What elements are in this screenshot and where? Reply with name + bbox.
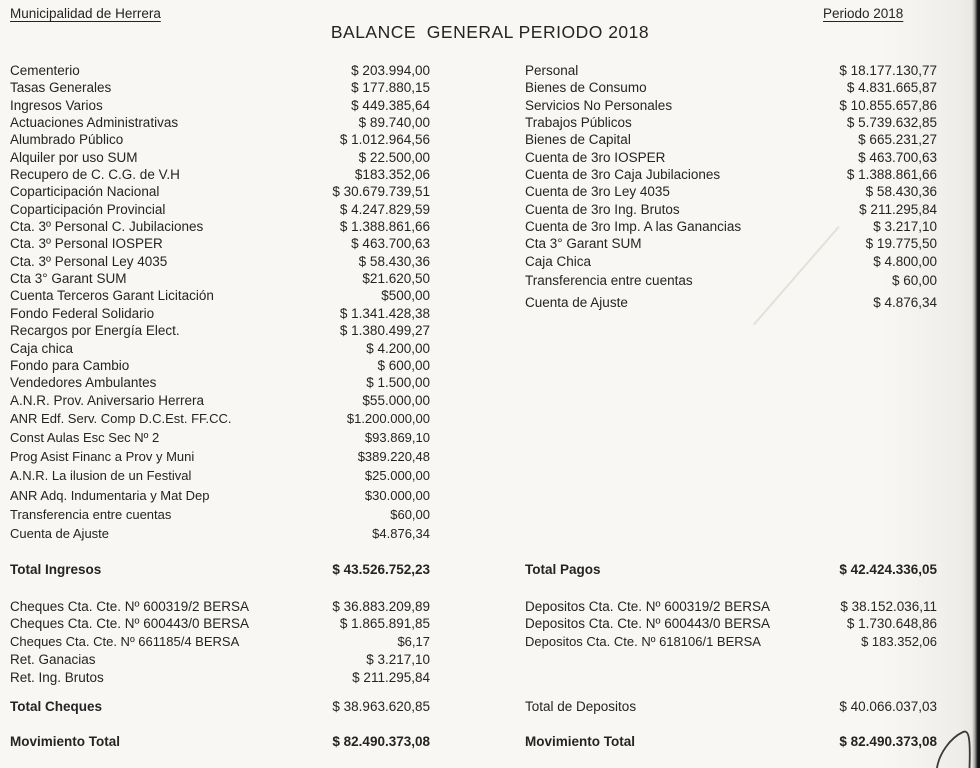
ledger-row <box>525 97 937 114</box>
ledger-row <box>10 428 430 447</box>
account-label: Recupero de C. C.G. de V.H <box>10 167 180 183</box>
account-value: $1.200.000,00 <box>346 410 430 426</box>
account-label: Cuenta de 3ro IOSPER <box>525 149 666 165</box>
account-label: Cheques Cta. Cte. Nº 600319/2 BERSA <box>10 599 250 614</box>
ledger-row <box>10 287 430 304</box>
account-value: $ 30.679.739,51 <box>332 184 430 200</box>
account-value: $ 211.295,84 <box>859 201 937 217</box>
total-ingresos-label: Total Ingresos <box>10 562 102 577</box>
org-name: Municipalidad de Herrera <box>10 6 161 21</box>
account-label: Caja Chica <box>525 253 592 269</box>
account-label: Transferencia entre cuentas <box>525 273 693 289</box>
movimiento-total-pagos-row <box>525 733 937 750</box>
ledger-row <box>10 322 430 339</box>
ledger-row <box>10 270 430 287</box>
ledger-row <box>10 447 430 466</box>
ledger-row <box>10 651 430 668</box>
account-label: Cta 3° Garant SUM <box>525 236 642 252</box>
account-value: $ 211.295,84 <box>352 669 430 685</box>
account-label: Cta. 3º Personal IOSPER <box>10 236 163 252</box>
account-value: $ 4.200,00 <box>366 340 430 356</box>
ledger-row <box>525 201 937 218</box>
ledger-row <box>10 357 430 374</box>
ledger-row <box>10 235 430 252</box>
ledger-row <box>10 97 430 114</box>
account-label: Prog Asist Financ a Prov y Muni <box>10 449 195 465</box>
account-value: $ 4.876,34 <box>873 295 937 311</box>
ledger-row <box>10 131 430 148</box>
total-depositos-value: $ 40.066.037,03 <box>839 699 937 714</box>
account-value: $25.000,00 <box>364 468 430 484</box>
account-label: A.N.R. La ilusion de un Festival <box>10 468 192 484</box>
movimiento-total-ingresos-row <box>10 733 430 750</box>
account-value: $ 60,00 <box>891 273 937 289</box>
ledger-row <box>10 62 430 79</box>
account-value: $ 10.855.657,86 <box>839 97 937 113</box>
page-title: BALANCE GENERAL PERIODO 2018 <box>330 22 650 42</box>
total-depositos-row <box>525 698 937 715</box>
account-value: $ 22.500,00 <box>358 149 430 165</box>
account-value: $ 38.152.036,11 <box>840 599 937 614</box>
account-value: $ 36.883.209,89 <box>332 599 430 614</box>
scan-edge-shadow <box>972 0 980 768</box>
ledger-row <box>10 340 430 357</box>
ledger-row <box>10 598 430 615</box>
account-value: $ 1.730.648,86 <box>846 616 937 632</box>
account-label: Alquiler por uso SUM <box>10 149 138 165</box>
ledger-row <box>10 166 430 183</box>
account-label: Coparticipación Nacional <box>10 184 160 200</box>
account-label: Cuenta de 3ro Ley 4035 <box>525 184 670 200</box>
account-label: Actuaciones Administrativas <box>10 115 179 131</box>
account-label: Ingresos Varios <box>10 97 103 113</box>
account-value: $21.620,50 <box>362 271 430 287</box>
ledger-row <box>10 392 430 409</box>
account-label: Coparticipación Provincial <box>10 201 166 217</box>
account-value: $ 18.177.130,77 <box>839 63 937 78</box>
account-label: Const Aulas Esc Sec Nº 2 <box>10 430 160 446</box>
account-value: $ 1.865.891,85 <box>339 616 430 632</box>
account-label: Servicios No Personales <box>525 97 673 113</box>
account-label: Fondo Federal Solidario <box>10 305 155 321</box>
ledger-row <box>525 292 937 314</box>
account-value: $ 4.247.829,59 <box>339 201 430 217</box>
depositos-list <box>525 598 937 651</box>
account-value: $ 449.385,64 <box>351 97 430 113</box>
account-value: $ 58.430,36 <box>358 253 430 269</box>
ledger-row <box>10 374 430 391</box>
account-value: $ 58.430,36 <box>865 184 937 200</box>
ledger-row <box>10 149 430 166</box>
ledger-row <box>525 598 937 615</box>
ledger-row <box>525 253 937 270</box>
ledger-row <box>10 466 430 485</box>
total-ingresos-row <box>10 561 430 578</box>
account-value: $4.876,34 <box>372 526 430 541</box>
cheques-list <box>10 598 430 686</box>
account-label: Depositos Cta. Cte. Nº 618106/1 BERSA <box>525 633 761 649</box>
movimiento-pagos-value: $ 82.490.373,08 <box>839 734 937 749</box>
total-cheques-value: $ 38.963.620,85 <box>332 699 430 714</box>
account-value: $ 1.500,00 <box>366 375 430 391</box>
ledger-row <box>10 114 430 131</box>
movimiento-ingresos-label: Movimiento Total <box>10 734 120 749</box>
ledger-row <box>10 305 430 322</box>
account-value: $ 4.831.665,87 <box>846 80 937 96</box>
account-value: $ 1.341.428,38 <box>339 305 430 321</box>
account-value: $55.000,00 <box>362 392 430 408</box>
account-label: Cheques Cta. Cte. Nº 600443/0 BERSA <box>10 616 250 632</box>
ledger-row <box>10 486 430 505</box>
account-value: $ 203.994,00 <box>351 63 430 78</box>
account-value: $ 1.388.861,66 <box>339 219 430 235</box>
account-value: $ 19.775,50 <box>865 236 937 252</box>
account-value: $ 3.217,10 <box>873 219 937 235</box>
ledger-row <box>10 633 430 652</box>
account-label: Depositos Cta. Cte. Nº 600443/0 BERSA <box>525 616 771 632</box>
account-value: $ 3.217,10 <box>366 652 430 668</box>
movimiento-pagos-label: Movimiento Total <box>525 734 635 749</box>
pagos-list <box>525 62 937 314</box>
account-label: Cta. 3º Personal Ley 4035 <box>10 253 168 269</box>
total-cheques-row <box>10 698 430 715</box>
account-label: Trabajos Públicos <box>525 115 632 131</box>
ledger-row <box>525 114 937 131</box>
account-value: $ 463.700,63 <box>858 149 937 165</box>
ledger-row <box>10 183 430 200</box>
account-value: $93.869,10 <box>364 430 430 446</box>
account-value: $500,00 <box>381 288 430 304</box>
ledger-row <box>525 183 937 200</box>
account-label: Ret. Ganacias <box>10 652 96 668</box>
total-ingresos-value: $ 43.526.752,23 <box>332 562 430 577</box>
account-value: $183.352,06 <box>354 167 430 183</box>
movimiento-ingresos-value: $ 82.490.373,08 <box>332 734 430 749</box>
account-label: Fondo para Cambio <box>10 357 130 373</box>
account-value: $ 463.700,63 <box>351 236 430 252</box>
account-value: $6,17 <box>397 633 430 649</box>
total-pagos-row <box>525 561 937 578</box>
account-value: $ 665.231,27 <box>858 132 937 148</box>
ledger-row <box>10 409 430 428</box>
account-value: $ 183.352,06 <box>861 633 937 649</box>
ledger-row <box>525 79 937 96</box>
ledger-row <box>10 218 430 235</box>
account-label: Personal <box>525 63 579 78</box>
account-label: Cementerio <box>10 63 80 78</box>
pen-signature-mark <box>925 723 980 768</box>
account-value: $389.220,48 <box>357 449 430 465</box>
account-label: A.N.R. Prov. Aniversario Herrera <box>10 392 205 408</box>
account-label: Cta. 3º Personal C. Jubilaciones <box>10 219 204 235</box>
ledger-row <box>525 62 937 79</box>
account-label: Recargos por Energía Elect. <box>10 323 180 339</box>
total-cheques-label: Total Cheques <box>10 699 103 714</box>
ledger-row <box>525 149 937 166</box>
account-label: ANR Edf. Serv. Comp D.C.Est. FF.CC. <box>10 410 232 426</box>
account-label: ANR Adq. Indumentaria y Mat Dep <box>10 487 210 503</box>
account-label: Bienes de Capital <box>525 132 631 148</box>
account-label: Cheques Cta. Cte. Nº 661185/4 BERSA <box>10 633 240 649</box>
ledger-row <box>525 615 937 632</box>
ledger-row <box>10 79 430 96</box>
ledger-row <box>525 131 937 148</box>
account-label: Tasas Generales <box>10 80 112 96</box>
ledger-row <box>10 253 430 270</box>
ledger-row <box>10 669 430 686</box>
account-label: Caja chica <box>10 340 74 356</box>
ledger-row <box>10 524 430 543</box>
account-label: Cuenta de 3ro Ing. Brutos <box>525 201 680 217</box>
account-value: $ 177.880,15 <box>351 80 430 96</box>
account-value: $ 89.740,00 <box>358 115 430 131</box>
account-value: $ 600,00 <box>377 357 430 373</box>
account-value: $ 5.739.632,85 <box>846 115 937 131</box>
account-label: Cuenta de Ajuste <box>10 526 110 541</box>
account-label: Vendedores Ambulantes <box>10 375 157 391</box>
account-value: $30.000,00 <box>364 487 430 503</box>
account-label: Cuenta de 3ro Caja Jubilaciones <box>525 167 721 183</box>
period-label: Periodo 2018 <box>823 6 904 21</box>
account-value: $ 1.380.499,27 <box>339 323 430 339</box>
ledger-row <box>10 615 430 632</box>
account-value: $ 4.800,00 <box>873 253 937 269</box>
ledger-row <box>525 235 937 252</box>
ledger-row <box>525 218 937 235</box>
account-value: $60,00 <box>390 506 430 522</box>
account-label: Cuenta de Ajuste <box>525 295 628 311</box>
total-pagos-label: Total Pagos <box>525 562 601 577</box>
account-label: Alumbrado Público <box>10 132 124 148</box>
total-depositos-label: Total de Depositos <box>525 699 637 714</box>
account-value: $ 1.012.964,56 <box>339 132 430 148</box>
ledger-row <box>525 270 937 292</box>
ingresos-list <box>10 62 430 543</box>
ledger-row <box>525 166 937 183</box>
account-label: Ret. Ing. Brutos <box>10 669 104 685</box>
ledger-row <box>10 505 430 524</box>
account-label: Cta 3° Garant SUM <box>10 271 127 287</box>
ledger-row <box>525 633 937 652</box>
ledger-row <box>10 201 430 218</box>
account-label: Bienes de Consumo <box>525 80 647 96</box>
total-pagos-value: $ 42.424.336,05 <box>839 562 937 577</box>
account-value: $ 1.388.861,66 <box>846 167 937 183</box>
account-label: Cuenta de 3ro Imp. A las Ganancias <box>525 219 742 235</box>
account-label: Cuenta Terceros Garant Licitación <box>10 288 214 304</box>
account-label: Transferencia entre cuentas <box>10 506 172 522</box>
account-label: Depositos Cta. Cte. Nº 600319/2 BERSA <box>525 599 771 614</box>
